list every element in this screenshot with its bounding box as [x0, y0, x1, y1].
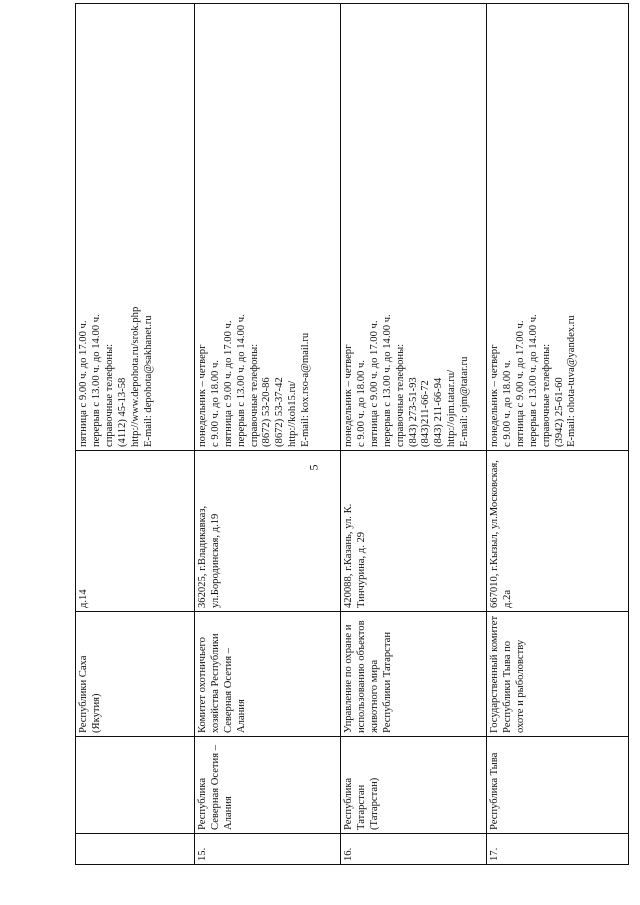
contact-line: (843)211-66-72 [420, 380, 432, 447]
address-cell: 667010, г.Кызыл, ул.Московская, д.2а [486, 451, 628, 612]
region-cell: Республика Северная Осетия – Алания [194, 737, 340, 834]
table-row [76, 4, 195, 865]
contact-line: пятница с 9.00 ч. до 17.00 ч. [222, 320, 234, 447]
region-cell: Республика Татарстан (Татарстан) [340, 737, 486, 834]
contact-line: с 9.00 ч. до 18.00 ч. [501, 360, 513, 447]
contact-line: (4112) 45-13-58 [116, 377, 128, 447]
website-link[interactable]: http://koh15.ru/ [287, 380, 299, 447]
contact-line: перерыв с 13.00 ч. до 14.00 ч. [235, 314, 247, 447]
contact-line: пятница с 9.00 ч. до 17.00 ч. [78, 320, 89, 447]
website-link[interactable]: http://www.depohota.ru/srok.php [129, 306, 141, 447]
region-cell [76, 737, 195, 834]
row-number: 15. [194, 834, 340, 865]
contacts-cell [486, 4, 628, 451]
contact-line: понедельник – четверг [488, 344, 500, 447]
table-row [486, 4, 628, 865]
contact-line: (843) 273-51-93 [407, 377, 419, 447]
contact-line: справочные телефоны: [103, 343, 115, 447]
contact-line: пятница с 9.00 ч. до 17.00 ч. [368, 320, 380, 447]
row-number: 16. [340, 834, 486, 865]
contact-line: перерыв с 13.00 ч. до 14.00 ч. [90, 314, 102, 447]
address-cell: д.14 [76, 451, 195, 612]
row-number: 17. [486, 834, 628, 865]
authority-cell: Республики Саха (Якутия) [76, 612, 195, 737]
contact-line: (843) 211-66-94 [433, 377, 445, 447]
email-link[interactable]: E-mail: ojm@tatar.ru [459, 356, 471, 447]
contact-line: с 9.00 ч. до 18.00 ч. [209, 360, 221, 447]
contacts-cell [340, 4, 486, 451]
contact-line: с 9.00 ч. до 18.00 ч. [355, 360, 367, 447]
table-row [340, 4, 486, 865]
contact-line: справочные телефоны: [394, 343, 406, 447]
contact-line: перерыв с 13.00 ч. до 14.00 ч. [381, 314, 393, 447]
contacts-cell [194, 4, 340, 451]
website-link[interactable]: http://ojm.tatar.ru/ [446, 369, 458, 447]
email-link[interactable]: E-mail: depohota@sakhanet.ru [142, 315, 154, 447]
contact-line: справочные телефоны: [248, 343, 260, 447]
address-cell: 420088, г.Казань, ул. К. Тинчурина, д. 29 [340, 451, 486, 612]
region-cell: Республика Тыва [486, 737, 628, 834]
contact-line: (3942) 25-61-60 [553, 377, 565, 447]
authorities-table [75, 3, 629, 865]
contact-line: понедельник – четверг [342, 344, 354, 447]
contact-line: пятница с 9.00 ч. до 17.00 ч. [514, 320, 526, 447]
address-cell: 362025, г.Владикавказ, ул.Бородинская, д.19 [194, 451, 340, 612]
authority-cell: Государственный комитет Республики Тыва по охоте и рыболовству [486, 612, 628, 737]
rotated-page [75, 39, 629, 865]
contact-line: (8672) 53-20-86 [261, 377, 273, 447]
contact-line: перерыв с 13.00 ч. до 14.00 ч. [527, 314, 539, 447]
authority-cell: Управление по охране и использованию объектов животного мира Республики Татарстан [340, 612, 486, 737]
authority-cell: Комитет охотничьего хозяйства Республики Северная Осетия – Алания [194, 612, 340, 737]
page-number: 5 [306, 464, 321, 471]
email-link[interactable]: E-mail: ohota-tuva@yandex.ru [566, 315, 578, 447]
contact-line: (8672) 53-37-42 [274, 377, 286, 447]
email-link[interactable]: E-mail: kox.rso-a@mail.ru [300, 332, 312, 447]
table-row [194, 4, 340, 865]
contact-line: справочные телефоны: [540, 343, 552, 447]
row-number [76, 834, 195, 865]
contact-line: понедельник – четверг [196, 344, 208, 447]
contacts-cell [76, 4, 195, 451]
